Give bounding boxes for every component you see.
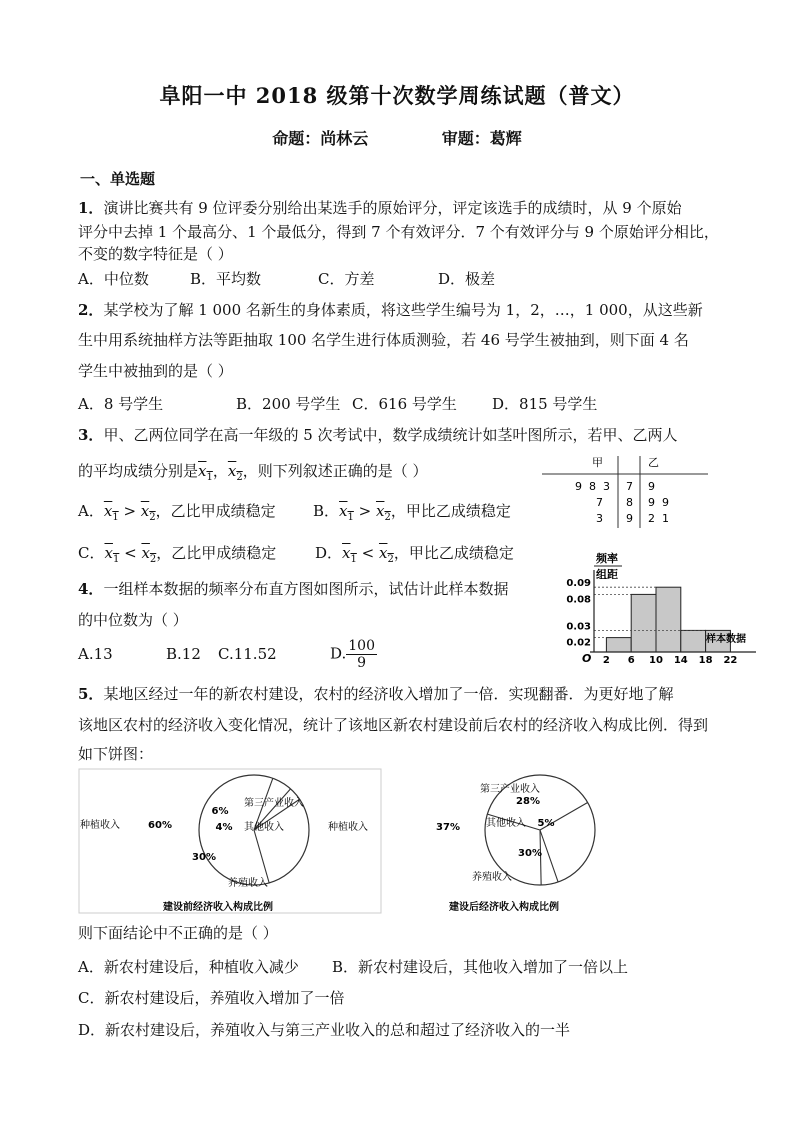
pie-caption: 建设后经济收入构成比例 xyxy=(449,902,559,913)
q3-line-1 xyxy=(78,424,678,445)
stem-leaf-row2-left: 7 xyxy=(596,496,603,509)
q5-line-2: 该地区农村的经济收入变化情况，统计了该地区新农村建设前后农村的经济收入构成比例．得到 xyxy=(78,716,709,734)
hist-y-tick-label: 0.02 xyxy=(566,637,591,649)
q4-line-2: 的中位数为（ ） xyxy=(78,611,188,629)
x1-bar: $x_1$ xyxy=(198,462,213,483)
q5-line-1 xyxy=(78,683,673,704)
pie-slice-percent: 37% xyxy=(436,822,460,833)
q2-option-d[interactable]: D．815 号学生 xyxy=(492,395,598,413)
q1-options xyxy=(78,268,495,289)
hist-ylabel-bottom: 组距 xyxy=(596,568,618,581)
stem-leaf-row2-right: 9 9 xyxy=(648,496,669,509)
q5-option-d[interactable]: D．新农村建设后，养殖收入与第三产业收入的总和超过了经济收入的一半 xyxy=(78,1021,571,1039)
hist-y-tick-label: 0.08 xyxy=(566,594,591,606)
pie-slice-boundary xyxy=(540,830,558,882)
q3-number: 3． xyxy=(78,426,104,444)
q1-option-b[interactable]: B．平均数 xyxy=(190,270,262,288)
pie-slice-percent: 30% xyxy=(192,852,216,863)
hist-x-tick-label: 10 xyxy=(649,655,663,666)
page-title: 阜阳一中 2018 级第十次数学周练试题（普文） xyxy=(159,83,635,108)
pie-slice-percent: 30% xyxy=(518,848,542,859)
hist-bar xyxy=(681,630,706,652)
q5-line-4: 则下面结论中不正确的是（ ） xyxy=(78,924,278,942)
hist-bar xyxy=(656,587,681,652)
x2-bar: $x_2$ xyxy=(227,462,243,483)
hist-x-tick-label: 14 xyxy=(673,655,688,666)
author-line xyxy=(0,126,794,149)
stem-leaf-row1-stem: 7 xyxy=(626,480,633,493)
stem-leaf-row3-right: 2 1 xyxy=(648,512,669,525)
q2-options xyxy=(78,393,597,414)
stem-leaf-plot xyxy=(540,452,710,532)
hist-bar xyxy=(631,594,656,652)
hist-x-tick-label: 18 xyxy=(698,655,713,666)
q2-option-c[interactable]: C．616 号学生 xyxy=(352,395,457,413)
histogram-chart xyxy=(560,548,760,666)
q2-option-b[interactable]: B．200 号学生 xyxy=(236,395,341,413)
q3-option-a[interactable]: A．$x_1 > x_2$，乙比甲成绩稳定 xyxy=(78,502,276,523)
q3-text-2a: 的平均成绩分别是 xyxy=(78,462,199,480)
q4-number: 4． xyxy=(78,580,104,598)
hist-y-tick-label: 0.09 xyxy=(566,578,591,590)
q5-line-3: 如下饼图： xyxy=(78,745,154,763)
pie-slice-label: 其他收入 xyxy=(244,822,284,833)
q1-line-1 xyxy=(78,197,682,218)
pie-slice-label: 种植收入 xyxy=(80,820,120,831)
q5-option-a-text: A．新农村建设后，种植收入减少 xyxy=(78,958,299,976)
pie-slice-percent: 60% xyxy=(148,820,172,831)
q2-line-1 xyxy=(78,299,703,320)
q4-line-1 xyxy=(78,578,508,599)
section-heading: 一、单选题 xyxy=(80,170,156,188)
q3-text-2b: ，则下列叙述正确的是（ ） xyxy=(242,462,428,480)
q2-text-1: 某学校为了解 1 000 名新生的身体素质，将这些学生编号为 1，2，…，1 000，从这些新 xyxy=(103,301,703,319)
reviewer: 审题：葛辉 xyxy=(441,129,522,148)
q5-option-b[interactable] xyxy=(332,956,628,977)
q4-text-1: 一组样本数据的频率分布直方图如图所示，试估计此样本数据 xyxy=(103,580,509,598)
q3-option-b[interactable]: B．$x_1 > x_2$，甲比乙成绩稳定 xyxy=(313,502,511,523)
pie-slice-percent: 28% xyxy=(516,796,540,807)
q4-option-a[interactable]: A.13 xyxy=(78,644,113,663)
q2-line-3: 学生中被抽到的是（ ） xyxy=(78,362,233,380)
author: 命题：尚林云 xyxy=(272,129,369,148)
hist-x-tick-label: 22 xyxy=(723,655,738,666)
pie-slice-boundary xyxy=(254,830,269,883)
pie-slice-percent: 5% xyxy=(537,818,555,829)
q1-option-d[interactable]: D．极差 xyxy=(438,270,496,288)
stem-leaf-row2-stem: 8 xyxy=(626,496,633,509)
hist-origin: O xyxy=(582,652,592,665)
stem-leaf-row3-left: 3 xyxy=(596,512,603,525)
q3-comma: ， xyxy=(212,462,228,480)
pie-slice-label: 养殖收入 xyxy=(472,872,512,883)
pie-slice-label: 种植收入 xyxy=(328,822,368,833)
pie-slice-percent: 6% xyxy=(211,806,229,817)
q3-text-1: 甲、乙两位同学在高一年级的 5 次考试中，数学成绩统计如茎叶图所示，若甲、乙两人 xyxy=(103,426,678,444)
q4-option-c[interactable]: C.11.52 xyxy=(218,644,277,663)
q1-line-2: 评分中去掉 1 个最高分、1 个最低分，得到 7 个有效评分．7 个有效评分与 9 个原始评分相比， xyxy=(78,223,719,241)
q5-option-a[interactable] xyxy=(78,956,299,977)
hist-ylabel-top: 频率 xyxy=(596,552,618,565)
pie-caption: 建设前经济收入构成比例 xyxy=(163,902,273,913)
hist-bar xyxy=(606,638,631,652)
q3-option-d[interactable]: D．$x_1 < x_2$，甲比乙成绩稳定 xyxy=(315,544,514,565)
pie-slice-label: 其他收入 xyxy=(486,818,526,829)
q1-text-1: 演讲比赛共有 9 位评委分别给出某选手的原始评分，评定该选手的成绩时，从 9 个原始 xyxy=(103,199,682,217)
hist-y-tick-label: 0.03 xyxy=(566,621,591,633)
q2-line-2: 生中用系统抽样方法等距抽取 100 名学生进行体质测验，若 46 号学生被抽到，则下面 4 名 xyxy=(78,331,689,349)
pie-slice-label: 第三产业收入 xyxy=(480,784,540,795)
q4-option-d[interactable]: D. $\frac{100}{9}$ xyxy=(330,638,375,671)
q1-line-3: 不变的数字特征是（ ） xyxy=(78,245,233,263)
q3-line-2 xyxy=(78,460,428,483)
q5-text-1: 某地区经过一年的新农村建设，农村的经济收入增加了一倍．实现翻番．为更好地了解 xyxy=(103,685,674,703)
q4-options xyxy=(78,638,377,671)
q1-option-a[interactable]: A．中位数 xyxy=(78,270,149,288)
q2-option-a[interactable]: A．8 号学生 xyxy=(78,395,164,413)
stem-leaf-row3-stem: 9 xyxy=(626,512,633,525)
pie-slice-percent: 4% xyxy=(215,822,233,833)
q1-option-c[interactable]: C．方差 xyxy=(318,270,375,288)
q1-number: 1． xyxy=(78,199,104,217)
q2-number: 2． xyxy=(78,301,104,319)
stem-leaf-row1-right: 9 xyxy=(648,480,655,493)
q4-option-d-fraction: $\frac{100}{9}$ xyxy=(348,638,375,671)
q5-option-c[interactable]: C．新农村建设后，养殖收入增加了一倍 xyxy=(78,989,345,1007)
stem-leaf-right-header: 乙 xyxy=(648,456,659,469)
stem-leaf-left-header: 甲 xyxy=(592,456,603,469)
q5-option-b-text: B．新农村建设后，其他收入增加了一倍以上 xyxy=(332,958,629,976)
pie-slice-label: 第三产业收入 xyxy=(244,798,304,809)
q3-option-c[interactable]: C．$x_1 < x_2$，乙比甲成绩稳定 xyxy=(78,544,277,565)
hist-x-tick-label: 6 xyxy=(627,655,635,666)
hist-x-tick-label: 2 xyxy=(602,655,610,666)
stem-leaf-row1-left: 9 8 3 xyxy=(575,480,610,493)
hist-xlabel: 样本数据 xyxy=(706,634,746,645)
pie-charts xyxy=(78,768,718,916)
pie-slice-label: 养殖收入 xyxy=(228,878,268,889)
q4-option-b[interactable]: B.12 xyxy=(166,644,201,663)
q5-number: 5． xyxy=(78,685,104,703)
